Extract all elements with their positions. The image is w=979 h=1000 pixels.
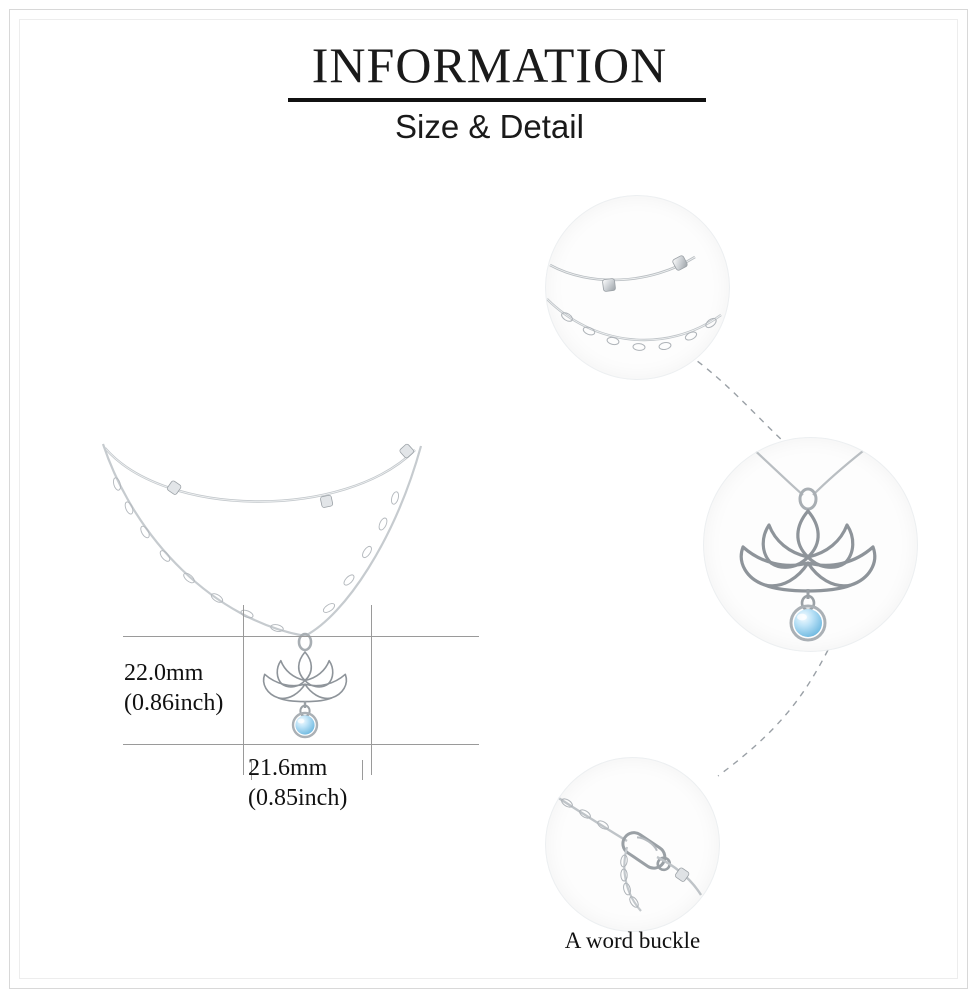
necklace-main-illustration — [95, 420, 515, 780]
width-dimension-label — [248, 753, 347, 813]
height-dimension-label — [124, 658, 223, 718]
page-title: INFORMATION — [311, 37, 668, 93]
height-mm: 22.0mm — [124, 660, 204, 686]
guide-right — [371, 605, 372, 775]
chain-bead-illustration — [545, 195, 730, 380]
clasp-detail-bubble — [545, 757, 720, 932]
pendant-detail-bubble — [703, 437, 918, 652]
lobster-clasp-illustration — [545, 757, 720, 932]
guide-bottom — [123, 744, 479, 745]
clasp-caption: A word buckle — [564, 928, 701, 953]
guide-width-tick-right — [362, 760, 363, 780]
guide-top — [123, 636, 479, 637]
width-mm: 21.6mm — [248, 755, 328, 781]
title-underline — [288, 98, 706, 102]
height-inch: (0.86inch) — [124, 690, 224, 716]
width-inch: (0.85inch) — [248, 785, 348, 811]
chain-detail-bubble — [545, 195, 730, 380]
page-subtitle: Size & Detail — [395, 108, 584, 145]
guide-left — [243, 605, 244, 775]
lotus-pendant-illustration — [703, 437, 918, 652]
